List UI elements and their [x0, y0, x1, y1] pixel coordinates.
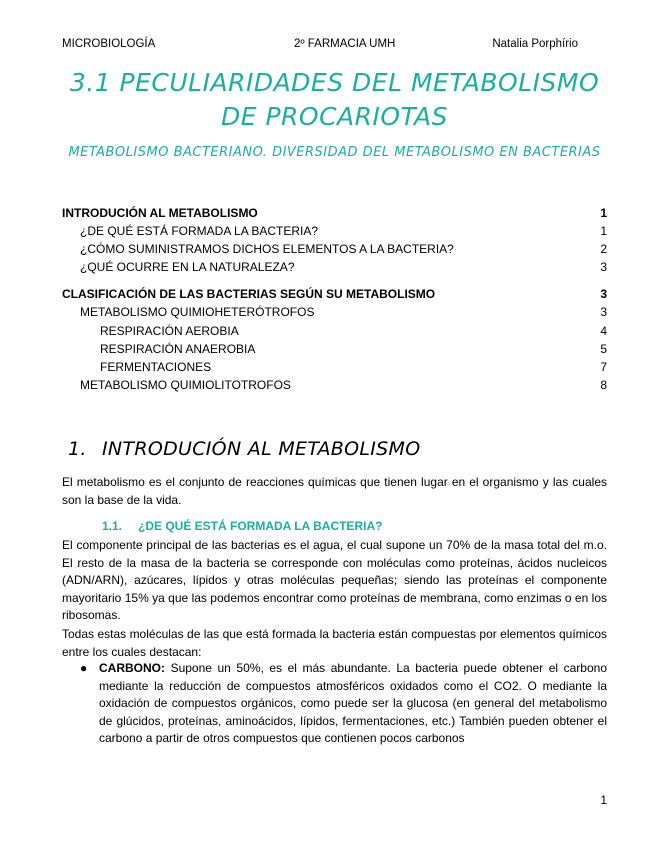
- toc-entry-page: 3: [600, 305, 607, 319]
- toc-entry[interactable]: [62, 378, 607, 394]
- toc-entry-label: METABOLISMO QUIMIOHETERÓTROFOS: [80, 305, 315, 319]
- toc-entry-page: 5: [600, 342, 607, 356]
- toc-entry-label: METABOLISMO QUIMIOLITOTROFOS: [80, 378, 291, 392]
- body-paragraph: Todas estas moléculas de las que está formada la bacteria están compuestas por elementos químicos entre los cuales destacan:: [62, 627, 607, 659]
- toc-entry-page: 2: [600, 242, 607, 256]
- toc-entry[interactable]: [62, 342, 607, 358]
- toc-entry-page: 3: [600, 287, 607, 301]
- bullet-icon: ●: [80, 661, 88, 675]
- section-heading: [68, 438, 420, 460]
- toc-entry-label: FERMENTACIONES: [100, 360, 212, 374]
- toc-entry-page: 1: [600, 206, 607, 220]
- toc-entry-page: 1: [600, 224, 607, 238]
- document-subtitle: METABOLISMO BACTERIANO. DIVERSIDAD DEL METABOLISMO EN BACTERIAS: [68, 145, 601, 160]
- list-item-text: Supone un 50%, es el más abundante. La bacteria puede obtener el carbono mediante la reducción de compuestos atmosféricos oxidados como el CO2. O mediante la oxidación de compuestos orgánicos, como puede ser la glucosa (en general del metabolismo de glúcidos, proteínas, aminoácidos, lípidos, fermentaciones, etc.) También pueden obtener el carbono a partir de otros compuestos que contienen pocos carbonos: [99, 661, 607, 746]
- toc-entry-label: ¿DE QUÉ ESTÁ FORMADA LA BACTERIA?: [80, 224, 319, 238]
- toc-entry[interactable]: [62, 224, 607, 240]
- toc-entry-page: 7: [600, 360, 607, 374]
- toc-entry-page: 8: [600, 378, 607, 392]
- body-paragraph: El componente principal de las bacterias es el agua, el cual supone un 70% de la masa total del m.o. El resto de la masa de la bacteria se corresponde con moléculas como proteínas, ácidos nucleicos (ADN/ARN), azúcares, lípidos y otras moléculas pequeñas; siendo las proteínas el componente mayoritario 15% ya que las podemos encontrar como proteínas de membrana, como enzimas o en los ribosomas.: [62, 538, 607, 623]
- section-number: 1.: [68, 438, 87, 460]
- header-course: 2º FARMACIA UMH: [294, 38, 396, 50]
- toc-entry-label: INTRODUCIÓN AL METABOLISMO: [62, 206, 258, 220]
- toc-entry-label: RESPIRACIÓN AEROBIA: [100, 324, 239, 338]
- subsection-heading: [102, 519, 382, 533]
- toc-entry[interactable]: [62, 287, 607, 303]
- header-author: Natalia Porphírio: [492, 38, 578, 50]
- toc-entry-label: RESPIRACIÓN ANAEROBIA: [100, 342, 256, 356]
- header-subject: MICROBIOLOGÍA: [62, 38, 156, 50]
- document-title: 3.1 PECULIARIDADES DEL METABOLISMO DE PROCARIOTAS: [69, 68, 600, 131]
- toc-entry[interactable]: [62, 260, 607, 276]
- page-number: 1: [600, 793, 607, 807]
- toc-entry-label: ¿QUÉ OCURRE EN LA NATURALEZA?: [80, 260, 295, 274]
- subsection-title: ¿DE QUÉ ESTÁ FORMADA LA BACTERIA?: [138, 519, 383, 533]
- section-title: INTRODUCIÓN AL METABOLISMO: [102, 438, 421, 460]
- toc-entry-page: 3: [600, 260, 607, 274]
- list-item-label: CARBONO:: [99, 661, 165, 675]
- toc-entry[interactable]: [62, 305, 607, 321]
- toc-entry-label: CLASIFICACIÓN DE LAS BACTERIAS SEGÚN SU METABOLISMO: [62, 287, 436, 301]
- toc-entry[interactable]: [62, 206, 607, 222]
- toc-entry-page: 4: [600, 324, 607, 338]
- toc-entry[interactable]: [62, 360, 607, 376]
- intro-paragraph: El metabolismo es el conjunto de reacciones químicas que tienen lugar en el organismo y las cuales son la base de la vida.: [62, 475, 607, 507]
- toc-entry[interactable]: [62, 242, 607, 258]
- toc-entry-label: ¿CÓMO SUMINISTRAMOS DICHOS ELEMENTOS A LA BACTERIA?: [80, 242, 454, 256]
- list-item: [80, 660, 607, 748]
- toc-entry[interactable]: [62, 324, 607, 340]
- subsection-number: 1.1.: [102, 519, 123, 533]
